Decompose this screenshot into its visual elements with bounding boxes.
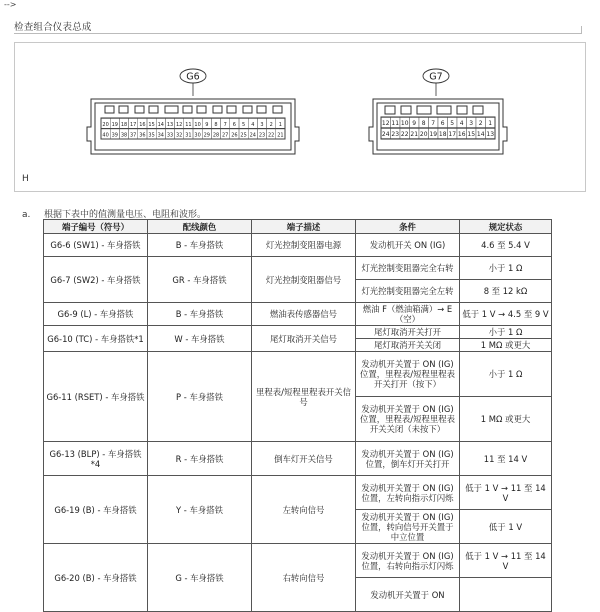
pin-number: 8 [214,122,218,128]
spec-cell: 1 MΩ 或更大 [460,397,552,442]
table-row [44,234,552,257]
pin-number: 21 [410,131,419,138]
pin-number: 19 [111,122,118,128]
table-row [44,352,552,397]
terminal-cell: G6-13 (BLP) - 车身搭铁*4 [44,442,148,476]
table-row [44,544,552,578]
pin-number: 17 [130,122,137,128]
pin-number: 10 [194,122,201,128]
pin-number: 16 [457,131,466,138]
pin-number: 3 [469,120,474,127]
wire-color-cell: R - 车身搭铁 [148,442,252,476]
pin-number: 37 [130,132,137,139]
pin-number: 20 [419,131,428,138]
pin-number: 31 [185,132,192,139]
pin-number: 28 [212,132,220,139]
pin-number: 2 [478,120,483,127]
description-cell: 灯光控制变阻器电源 [252,234,356,257]
spec-cell: 11 至 14 V [460,442,552,476]
top-note: --> [4,0,17,9]
pin-number: 1 [488,120,493,127]
spec-cell: 8 至 12 kΩ [460,280,552,303]
pin-number: 36 [139,132,146,139]
pin-number: 14 [476,131,485,138]
table-header-row [44,220,552,234]
wire-color-cell: Y - 车身搭铁 [148,476,252,544]
terminal-cell: G6-11 (RSET) - 车身搭铁 [44,352,148,442]
pin-number: 22 [400,131,409,138]
spec-cell: 4.6 至 5.4 V [460,234,552,257]
condition-cell: 灯光控制变阻器完全右转 [356,257,460,280]
pin-number: 11 [185,122,192,128]
terminal-cell: G6-19 (B) - 车身搭铁 [44,476,148,544]
description-cell: 右转向信号 [252,544,356,612]
wire-color-cell: B - 车身搭铁 [148,303,252,326]
pin-number: 22 [268,132,275,139]
heading-divider [14,33,582,34]
condition-cell: 发动机开关置于 ON (IG) 位置，倒车灯开关打开 [356,442,460,476]
condition-cell: 发动机开关置于 ON (IG) 位置，里程表/短程里程表开关关闭（未按下） [356,397,460,442]
connector-diagram [14,42,586,192]
terminal-cell: G6-7 (SW2) - 车身搭铁 [44,257,148,303]
spec-cell: 小于 1 Ω [460,257,552,280]
pin-number: 30 [194,132,201,139]
condition-cell: 发动机开关置于 ON (IG) 位置，右转向指示灯闪烁 [356,544,460,578]
pin-number: 15 [467,131,476,138]
condition-cell: 发动机开关置于 ON [356,578,460,612]
pin-number: 7 [223,122,227,128]
connector-diagram-svg [15,43,585,191]
condition-cell: 尾灯取消开关关闭 [356,339,460,352]
pin-number: 9 [205,122,209,128]
pin-number: 14 [157,122,164,128]
pin-number: 33 [166,132,174,139]
pin-number: 17 [448,131,457,138]
spec-cell [460,578,552,612]
pin-number: 9 [412,120,417,127]
spec-cell: 小于 1 Ω [460,352,552,397]
pin-number: 23 [391,131,400,138]
spec-cell: 低于 1 V [460,510,552,544]
pin-number: 26 [231,132,238,139]
pin-number: 8 [421,120,426,127]
pin-number: 18 [120,122,128,128]
pin-number: 40 [102,132,109,139]
pin-number: 29 [203,132,210,139]
condition-cell: 发动机开关置于 ON (IG) 位置，转向信号开关置于中立位置 [356,510,460,544]
pin-number: 23 [258,132,266,139]
wire-color-cell: GR - 车身搭铁 [148,257,252,303]
wire-color-cell: W - 车身搭铁 [148,326,252,352]
spec-cell: 1 MΩ 或更大 [460,339,552,352]
pin-number: 5 [450,120,455,127]
pin-number: 32 [176,132,183,139]
pin-number: 39 [111,132,118,139]
pin-number: 15 [148,122,155,128]
header-description: 端子描述 [252,220,356,234]
condition-cell: 燃油 F（燃油箱满）→ E（空） [356,303,460,326]
pin-number: 11 [391,120,400,127]
header-condition: 条件 [356,220,460,234]
spec-cell: 小于 1 Ω [460,326,552,339]
g6-locking-tabs [105,106,282,113]
instruction-text: 根据下表中的值测量电压、电阻和波形。 [44,210,207,220]
description-cell: 倒车灯开关信号 [252,442,356,476]
pin-number: 7 [431,120,436,127]
pin-number: 13 [166,122,174,128]
pin-number: 34 [157,132,164,139]
pin-number: 21 [277,132,284,139]
heading-divider-end [581,26,582,34]
pin-number: 24 [381,131,390,138]
terminal-cell: G6-10 (TC) - 车身搭铁*1 [44,326,148,352]
pin-number: 25 [240,132,247,139]
condition-cell: 发动机开关置于 ON (IG) 位置，里程表/短程里程表开关打开（按下） [356,352,460,397]
description-cell: 尾灯取消开关信号 [252,326,356,352]
pin-number: 4 [251,122,255,128]
header-terminal: 端子编号（符号） [44,220,148,234]
description-cell: 灯光控制变阻器信号 [252,257,356,303]
table-row [44,257,552,280]
pin-number: 6 [232,122,236,128]
pin-number: 10 [400,120,409,127]
header-wire-color: 配线颜色 [148,220,252,234]
pin-number: 35 [148,132,155,139]
pin-number: 16 [139,122,146,128]
terminal-cell: G6-9 (L) - 车身搭铁 [44,303,148,326]
header-spec: 规定状态 [460,220,552,234]
pin-number: 24 [249,132,256,139]
pin-number: 6 [440,120,445,127]
pin-number: 20 [102,122,109,128]
table-row [44,442,552,476]
spec-cell: 低于 1 V → 11 至 14 V [460,544,552,578]
wire-color-cell: B - 车身搭铁 [148,234,252,257]
condition-cell: 灯光控制变阻器完全左转 [356,280,460,303]
condition-cell: 尾灯取消开关打开 [356,326,460,339]
table-row [44,326,552,339]
description-cell: 左转向信号 [252,476,356,544]
table-row [44,303,552,326]
condition-cell: 发动机开关 ON (IG) [356,234,460,257]
pin-number: 38 [120,132,128,139]
spec-cell: 低于 1 V → 4.5 至 9 V [460,303,552,326]
g7-label: G7 [429,71,443,83]
pin-number: 4 [459,120,464,127]
pin-number: 18 [438,131,447,138]
g6-label: G6 [186,71,200,83]
pin-number: 27 [222,132,229,139]
pin-number: 1 [278,122,282,128]
figure-label: H [22,174,29,184]
pin-number: 2 [269,122,273,128]
pin-number: 19 [429,131,438,138]
g7-locking-tabs [385,106,483,114]
wire-color-cell: G - 车身搭铁 [148,544,252,612]
table-row [44,476,552,510]
pin-number: 5 [242,122,246,128]
spec-table [43,219,552,612]
wire-color-cell: P - 车身搭铁 [148,352,252,442]
condition-cell: 发动机开关置于 ON (IG) 位置，左转向指示灯闪烁 [356,476,460,510]
description-cell: 燃油表传感器信号 [252,303,356,326]
pin-number: 13 [486,131,495,138]
description-cell: 里程表/短程里程表开关信号 [252,352,356,442]
terminal-cell: G6-20 (B) - 车身搭铁 [44,544,148,612]
instruction-bullet: a. [22,210,31,220]
spec-cell: 低于 1 V → 11 至 14 V [460,476,552,510]
pin-number: 12 [381,120,390,127]
terminal-cell: G6-6 (SW1) - 车身搭铁 [44,234,148,257]
pin-number: 3 [260,122,264,128]
section-heading: 检查组合仪表总成 [14,22,92,33]
pin-number: 12 [176,122,183,128]
